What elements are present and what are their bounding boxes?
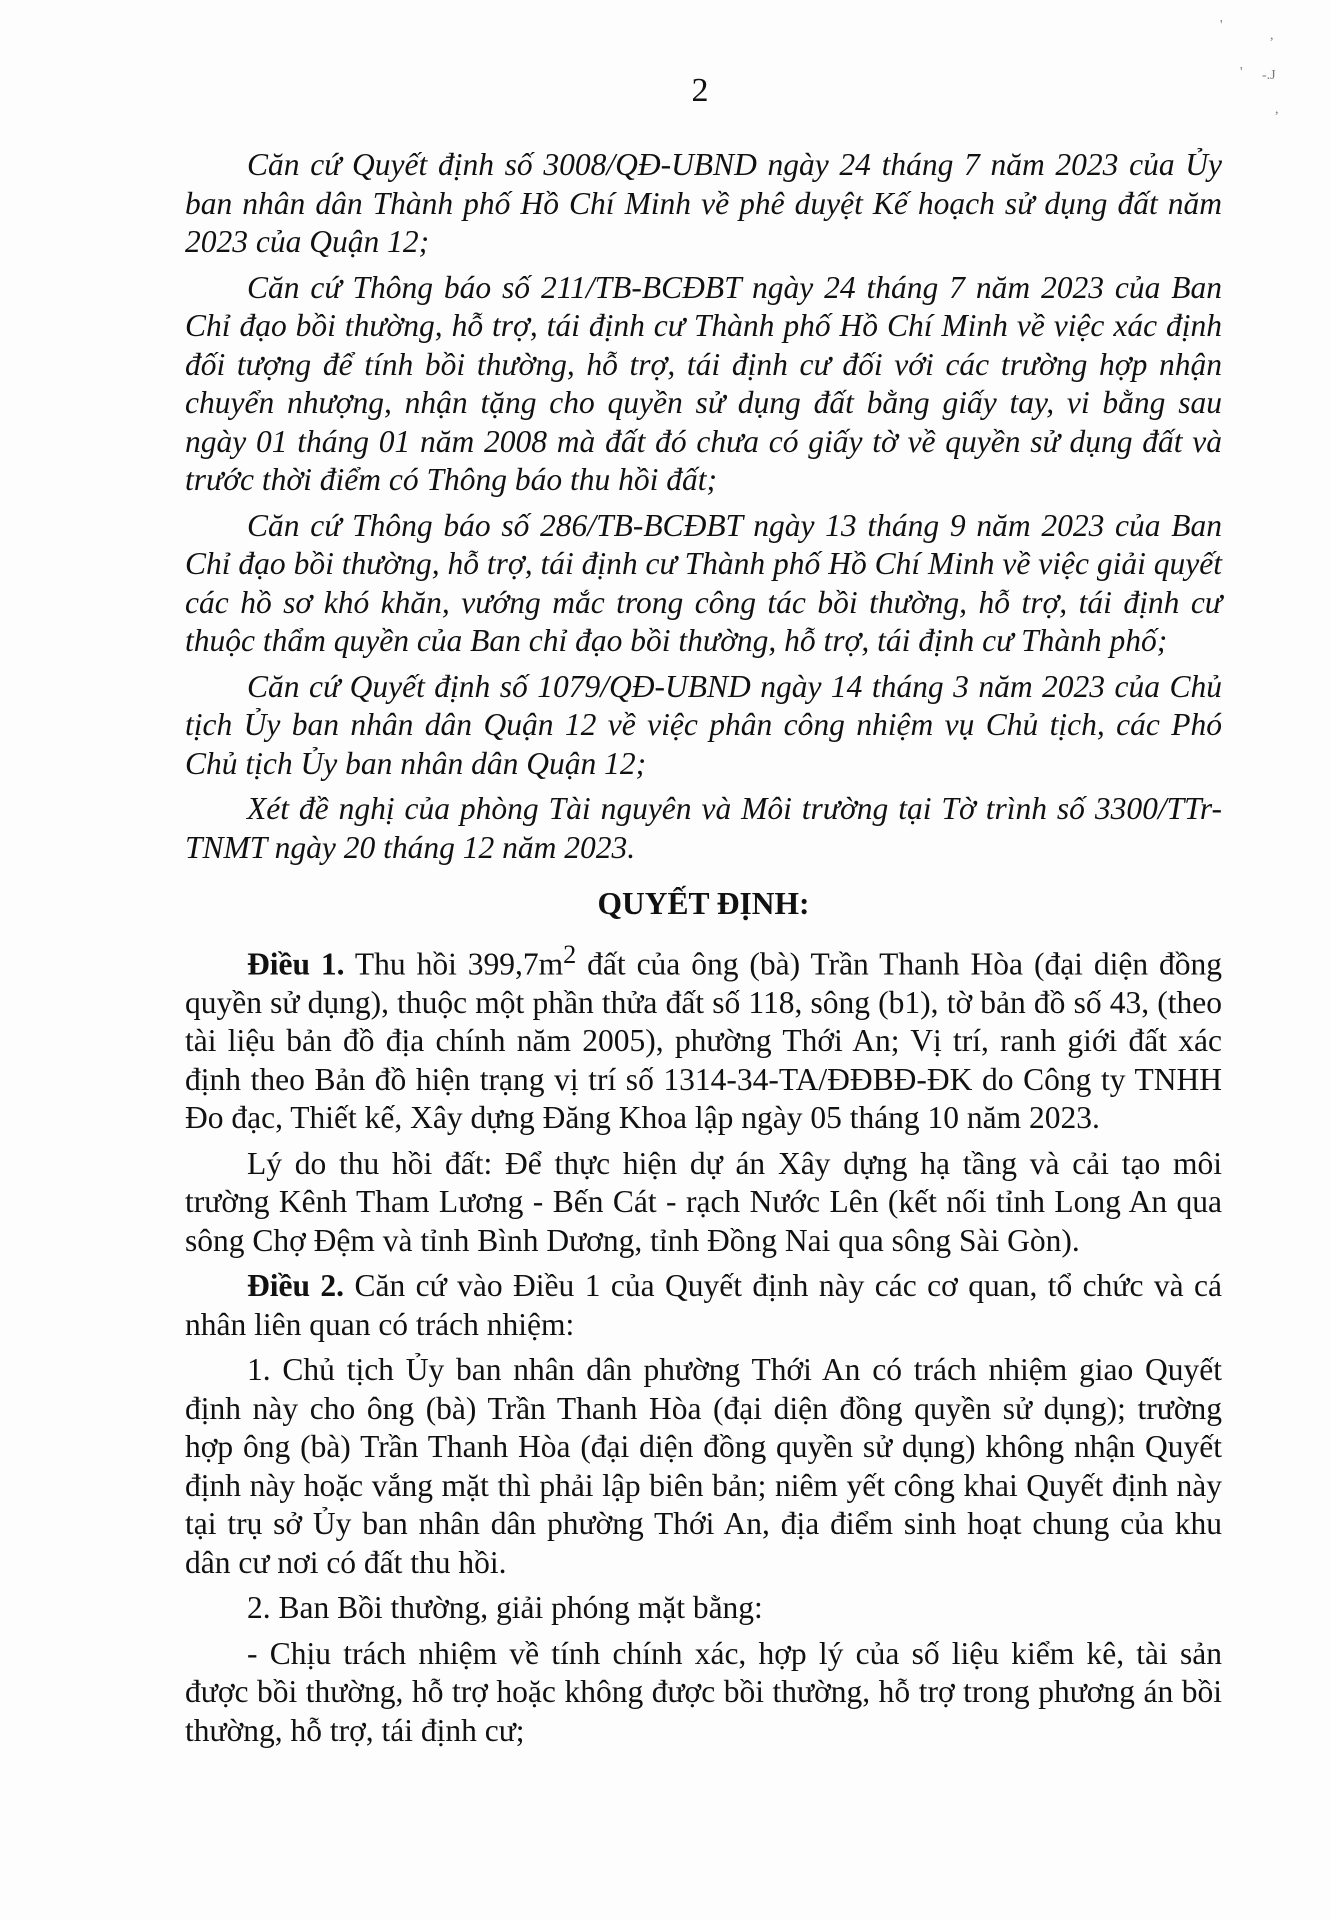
scan-marks: ' , ' -.J , [1220,18,1279,117]
article-2-item-2-bullet: - Chịu trách nhiệm về tính chính xác, hợp lý của số liệu kiểm kê, tài sản được bồi thường, hỗ trợ hoặc không được bồi thường, hỗ trợ trong phương án bồi thường, hỗ trợ, tái định cư; [185,1635,1222,1748]
article-2-text: Căn cứ vào Điều 1 của Quyết định này các cơ quan, tổ chức và cá nhân liên quan có trách nhiệm: [185,1268,1223,1342]
legal-basis-1: Căn cứ Quyết định số 3008/QĐ-UBND ngày 24 tháng 7 năm 2023 của Ủy ban nhân dân Thành phố Hồ Chí Minh về phê duyệt Kế hoạch sử dụng đất năm 2023 của Quận 12; [185,147,1222,259]
page-number: 2 [691,72,709,109]
article-2-item-2: 2. Ban Bồi thường, giải phóng mặt bằng: [247,1590,763,1625]
document-body [185,146,1222,1757]
article-1-text-a: Thu hồi 399,7m [344,946,564,981]
article-1 [185,936,1222,1138]
area-unit-superscript: 2 [563,939,577,969]
article-1-text-b: đất của ông (bà) Trần Thanh Hòa (đại diện đồng quyền sử dụng), thuộc một phần thửa đất số 118, sông (b1), tờ bản đồ số 43, (theo tài liệu bản đồ địa chính năm 2005), phường Thới An; Vị trí, ranh giới đất xác định theo Bản đồ hiện trạng vị trí số 1314-34-TA/ĐĐBĐ-ĐK do Công ty TNHH Đo đạc, Thiết kế, Xây dựng Đăng Khoa lập ngày 05 tháng 10 năm 2023. [185,946,1222,1135]
legal-basis-3: Căn cứ Thông báo số 286/TB-BCĐBT ngày 13 tháng 9 năm 2023 của Ban Chỉ đạo bồi thường, hỗ trợ, tái định cư Thành phố Hồ Chí Minh về việc giải quyết các hồ sơ khó khăn, vướng mắc trong công tác bồi thường, hỗ trợ, tái định cư thuộc thẩm quyền của Ban chỉ đạo bồi thường, hỗ trợ, tái định cư Thành phố; [185,507,1222,658]
article-2-item-1: 1. Chủ tịch Ủy ban nhân dân phường Thới An có trách nhiệm giao Quyết định này cho ông (bà) Trần Thanh Hòa (đại diện đồng quyền sử dụng); trường hợp ông (bà) Trần Thanh Hòa (đại diện đồng quyền sử dụng) không nhận Quyết định này hoặc vắng mặt thì phải lập biên bản; niêm yết công khai Quyết định này tại trụ sở Ủy ban nhân dân phường Thới An, địa điểm sinh hoạt chung của khu dân cư nơi có đất thu hồi. [185,1352,1222,1580]
decision-heading: QUYẾT ĐỊNH: [597,886,810,921]
legal-basis-4: Căn cứ Quyết định số 1079/QĐ-UBND ngày 14 tháng 3 năm 2023 của Chủ tịch Ủy ban nhân dân Quận 12 về việc phân công nhiệm vụ Chủ tịch, các Phó Chủ tịch Ủy ban nhân dân Quận 12; [185,668,1222,781]
proposal-paragraph: Xét đề nghị của phòng Tài nguyên và Môi trường tại Tờ trình số 3300/TTr-TNMT ngày 20 tháng 12 năm 2023. [185,791,1222,865]
article-2-label: Điều 2. [247,1268,345,1303]
article-2 [185,1267,1222,1344]
reclaim-reason: Lý do thu hồi đất: Để thực hiện dự án Xây dựng hạ tầng và cải tạo môi trường Kênh Tham Lương - Bến Cát - rạch Nước Lên (kết nối tỉnh Long An qua sông Chợ Đệm và tỉnh Bình Dương, tỉnh Đồng Nai qua sông Sài Gòn). [185,1145,1222,1258]
legal-basis-2: Căn cứ Thông báo số 211/TB-BCĐBT ngày 24 tháng 7 năm 2023 của Ban Chỉ đạo bồi thường, hỗ trợ, tái định cư Thành phố Hồ Chí Minh về việc xác định đối tượng để tính bồi thường, hỗ trợ, tái định cư đối với các trường hợp nhận chuyển nhượng, nhận tặng cho quyền sử dụng đất bằng giấy tay, vi bằng sau ngày 01 tháng 01 năm 2008 mà đất đó chưa có giấy tờ về quyền sử dụng đất và trước thời điểm có Thông báo thu hồi đất; [185,269,1222,497]
article-1-label: Điều 1. [247,946,345,981]
